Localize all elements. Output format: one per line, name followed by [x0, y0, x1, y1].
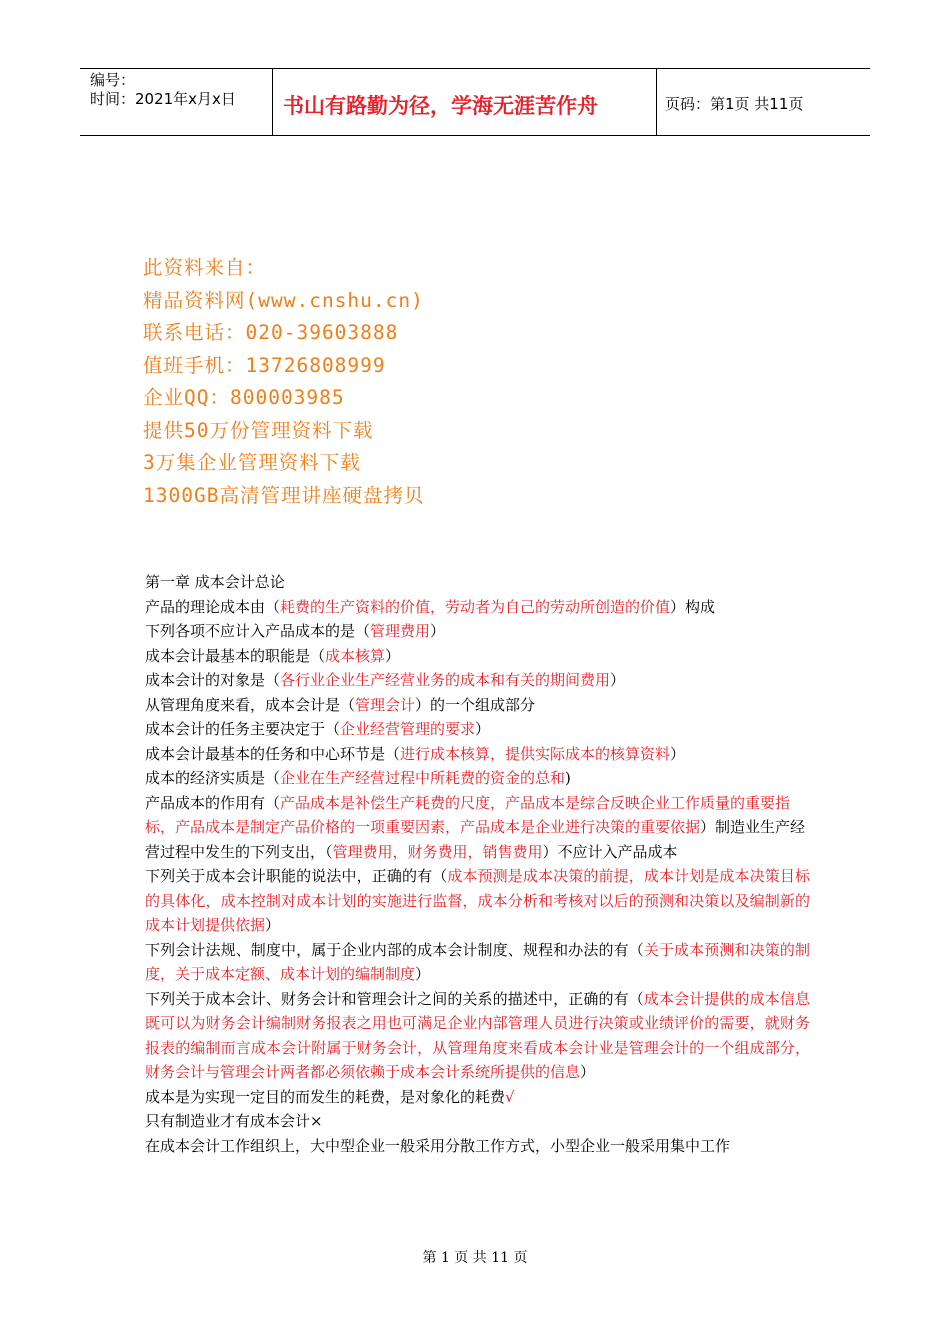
- question-item: 产品的理论成本由（耗费的生产资料的价值，劳动者为自己的劳动所创造的价值）构成: [145, 597, 716, 616]
- answer-text: 成本预测是成本决策的前提，成本计划是成本决策目标的具体化，成本控制对成本计划的实施进行监督，成本分析和考核对以后的预测和决策以及编制新的成本计划提供依据: [145, 867, 810, 934]
- promo-line: 精品资料网(www.cnshu.cn): [143, 288, 424, 312]
- answer-text: 成本核算: [325, 646, 386, 665]
- question-item: 下列会计法规、制度中，属于企业内部的成本会计制度、规程和办法的有（关于成本预测和决策的制度，关于成本定额、成本计划的编制制度）: [145, 940, 810, 983]
- header-bottom-rule: [80, 135, 870, 136]
- question-item: 下列关于成本会计、财务会计和管理会计之间的关系的描述中，正确的有（成本会计提供的成本信息既可以为财务会计编制财务报表之用也可满足企业内部管理人员进行决策或业绩评价的需要，就财务报表的编制而言成本会计附属于财务会计，从管理角度来看成本会计业是管理会计的一个组成部分，财务会计与管理会计两者都必须依赖于成本会计系统所提供的信息）: [145, 989, 810, 1081]
- date-label: 时间：2021年x月x日: [90, 90, 236, 108]
- answer-text: 企业经营管理的要求: [340, 720, 476, 738]
- check-mark: √: [505, 1087, 515, 1106]
- answer-text: 企业在生产经营过程中所耗费的资金的总和: [280, 769, 566, 787]
- answer-text: 耗费的生产资料的价值，劳动者为自己的劳动所创造的价值: [280, 597, 671, 616]
- question-item: 成本是为实现一定目的而发生的耗费，是对象化的耗费√: [145, 1087, 515, 1106]
- question-item: 从管理角度来看，成本会计是（管理会计）的一个组成部分: [145, 695, 536, 714]
- promo-line: 此资料来自：: [143, 256, 267, 279]
- answer-text: 管理会计: [355, 695, 416, 714]
- question-item: 成本会计的任务主要决定于（企业经营管理的要求）: [145, 720, 491, 738]
- page-indicator: 页码：第1页 共11页: [665, 95, 804, 113]
- promo-line: 企业QQ：800003985: [143, 386, 345, 409]
- question-item: 下列关于成本会计职能的说法中，正确的有（成本预测是成本决策的前提，成本计划是成本决策目标的具体化，成本控制对成本计划的实施进行监督，成本分析和考核对以后的预测和决策以及编制新的成本计划提供依据）: [145, 867, 810, 934]
- promo-line: 3万集企业管理资料下载: [143, 451, 361, 474]
- question-item: 成本会计最基本的任务和中心环节是（进行成本核算，提供实际成本的核算资料）: [145, 744, 686, 763]
- answer-text: 关于成本预测和决策的制度，关于成本定额、成本计划的编制制度: [145, 940, 810, 983]
- promo-line: 值班手机：13726808999: [143, 353, 386, 377]
- question-item: 在成本会计工作组织上，大中型企业一般采用分散工作方式，小型企业一般采用集中工作: [145, 1136, 731, 1155]
- answer-text: 进行成本核算，提供实际成本的核算资料: [400, 744, 671, 763]
- question-item: 只有制造业才有成本会计×: [145, 1112, 323, 1130]
- promo-line: 联系电话：020-39603888: [143, 321, 399, 344]
- header-motto: 书山有路勤为径，学海无涯苦作舟: [283, 94, 598, 118]
- question-item: 成本的经济实质是（企业在生产经营过程中所耗费的资金的总和): [145, 769, 571, 787]
- header-divider: [656, 68, 657, 135]
- question-item: 成本会计最基本的职能是（成本核算）: [145, 646, 401, 665]
- header-divider: [272, 68, 273, 135]
- answer-text: 管理费用: [370, 622, 431, 640]
- source-info-block: [143, 252, 424, 512]
- header-top-rule: [80, 68, 870, 69]
- question-item: 成本会计的对象是（各行业企业生产经营业务的成本和有关的期间费用）: [145, 671, 626, 689]
- promo-line: 1300GB高清管理讲座硬盘拷贝: [143, 483, 425, 507]
- answer-text: 产品成本是补偿生产耗费的尺度，产品成本是综合反映企业工作质量的重要指标，产品成本是制定产品价格的一项重要因素，产品成本是企业进行决策的重要依据: [145, 793, 791, 836]
- chapter-title: 第一章 成本会计总论: [145, 573, 285, 591]
- document-body: [145, 570, 810, 1158]
- serial-label: 编号：: [90, 71, 136, 89]
- question-item: 产品成本的作用有（产品成本是补偿生产耗费的尺度，产品成本是综合反映企业工作质量的重要指标，产品成本是制定产品价格的一项重要因素，产品成本是企业进行决策的重要依据）制造业生产经营过程中发生的下列支出，（管理费用，财务费用，销售费用）不应计入产品成本: [145, 793, 806, 861]
- answer-text: 管理费用，财务费用，销售费用: [332, 842, 543, 861]
- page-footer: 第 1 页 共 11 页: [422, 1250, 528, 1266]
- answer-text: 成本会计提供的成本信息既可以为财务会计编制财务报表之用也可满足企业内部管理人员进行决策或业绩评价的需要，就财务报表的编制而言成本会计附属于财务会计，从管理角度来看成本会计业是管理会计的一个组成部分，财务会计与管理会计两者都必须依赖于成本会计系统所提供的信息: [145, 989, 810, 1081]
- answer-text: 各行业企业生产经营业务的成本和有关的期间费用: [280, 671, 611, 689]
- question-item: 下列各项不应计入产品成本的是（管理费用）: [145, 622, 446, 640]
- promo-line: 提供50万份管理资料下载: [143, 418, 374, 442]
